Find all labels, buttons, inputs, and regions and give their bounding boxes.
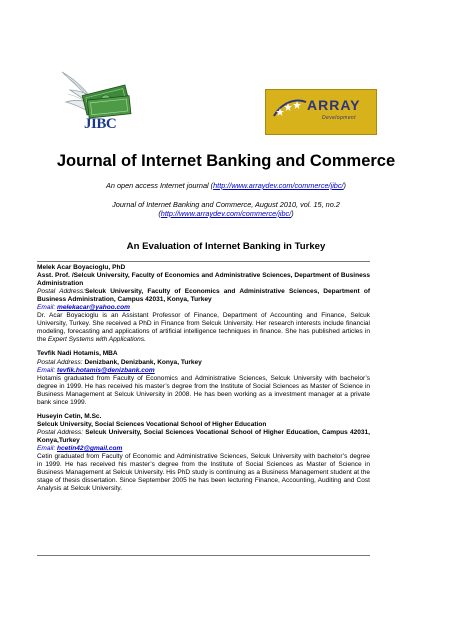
author-postal (37, 429, 370, 445)
author-name: Tevfik Nadi Hotamis, MBA (37, 350, 118, 358)
email-link[interactable]: hcetin42@gmail.com (57, 444, 123, 452)
author-email (37, 445, 370, 453)
email-link[interactable]: melekacar@yahoo.com (57, 304, 130, 312)
postal-address: Selcuk University, Social Sciences Vocational School of Higher Education, Campus 42031, Konya,Turkey (37, 428, 370, 444)
issue-url-close: ) (291, 209, 294, 218)
author-name: Melek Acar Boyacioglu, PhD (37, 264, 126, 271)
author-block (37, 413, 370, 493)
author-section (37, 264, 370, 493)
array-development-logo (265, 89, 377, 135)
array-logo-word: ARRAY (307, 97, 361, 113)
array-logo-subtitle: Development (322, 115, 356, 121)
postal-label: Postal Address: (37, 428, 86, 436)
postal-label: Postal Address: (37, 358, 85, 366)
article-title: An Evaluation of Internet Banking in Turkey (126, 241, 326, 252)
author-block (37, 350, 370, 406)
stars-icon (272, 96, 308, 124)
author-position: Selcuk University, Social Sciences Vocational School of Higher Education (37, 420, 267, 428)
journal-title: Journal of Internet Banking and Commerce (56, 152, 396, 170)
author-bio: Cetin graduated from Faculty of Economic and Administrative Sciences, Selcuk University with bachelor’s degree in 1999. He has received his master’s degree from the Institute of Social Sciences as Master of Science in Business Management at Selcuk University. His PhD study is continuing as a Business Management student at the stage of thesis dissertation. Since September 2005 he has been lecturing Finance, Accounting, Auditing and Cost Analysis at Selcuk University. (37, 453, 370, 493)
journal-url-link[interactable]: http://www.arraydev.com/commerce/jibc/ (213, 181, 344, 190)
issue-url-open: ( (158, 209, 161, 218)
author-postal (37, 288, 370, 304)
journal-subtitle-text: An open access Internet journal ( (106, 181, 214, 190)
email-label: Email: (37, 444, 58, 452)
issue-url-line (0, 209, 452, 218)
author-bio (37, 312, 370, 344)
author-email (37, 367, 370, 375)
bio-journal-name: Expert Systems with Applications. (47, 336, 146, 344)
bio-text: Dr. Acar Boyacioglu is an Assistant Professor of Finance, Department of Accounting and Finance, Selcuk University, Turkey. She received a PhD in Finance from Selcuk University. Her research interests include financial modeling, forecasting and applications of artificial intelligence techniques in finance. She has published articles in the (37, 312, 370, 344)
author-postal (37, 359, 370, 367)
email-label: Email: (37, 304, 58, 312)
top-divider (37, 261, 370, 262)
postal-address: Selcuk University, Faculty of Economics and Administrative Sciences, Department of Business Administration, Campus 42031, Konya, Turkey (37, 288, 370, 304)
journal-subtitle (0, 181, 452, 190)
author-block (37, 264, 370, 344)
author-position: Asst. Prof. /Selcuk University, Faculty of Economics and Administrative Sciences, Department of Business Administration (37, 272, 370, 288)
author-name: Huseyin Cetin, M.Sc. (37, 412, 102, 420)
author-email (37, 304, 370, 312)
issue-citation: Journal of Internet Banking and Commerce, August 2010, vol. 15, no.2 (112, 200, 340, 209)
email-link[interactable]: tevfik.hotamis@denizbank.com (57, 366, 155, 374)
author-bio: Hotamis graduated from Faculty of Economics and Administrative Sciences, Selcuk University with bachelor’s degree in 1999. He has received his master’s degree from the Institute of Social Sciences as Master of Science in Business Management at Selcuk University in 2008. He has been working as a investment manager at a private bank since 1999. (37, 374, 370, 406)
issue-url-link[interactable]: http://www.arraydev.com/commerce/jibc/ (160, 209, 292, 218)
journal-subtitle-close: ) (343, 181, 346, 190)
postal-label: Postal Address: (37, 288, 85, 296)
email-label: Email: (37, 366, 58, 374)
jibc-logo-text: JIBC (84, 116, 117, 132)
postal-address: Denizbank, Denizbank, Konya, Turkey (84, 358, 202, 366)
bottom-divider (37, 555, 370, 556)
